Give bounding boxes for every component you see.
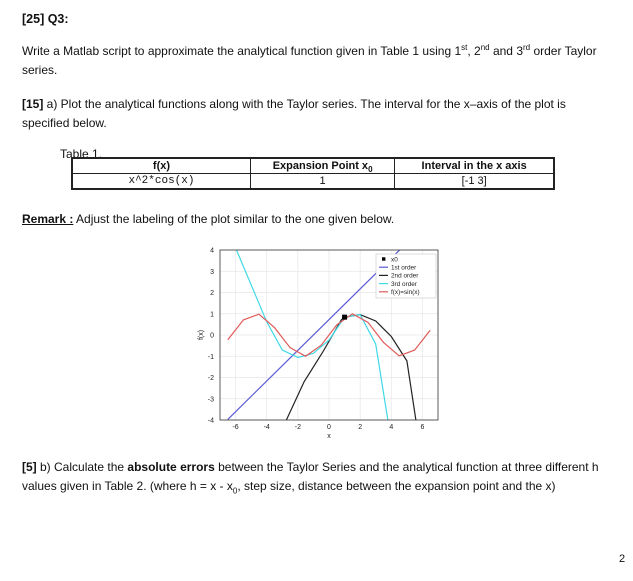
legend-entry: f(x)=sin(x) <box>391 289 420 297</box>
y-tick-label: -1 <box>207 353 214 361</box>
page-number: 2 <box>619 553 626 565</box>
x-tick-label: -4 <box>263 424 270 431</box>
legend-entry: 3rd order <box>391 280 417 288</box>
table-caption: Table 1. <box>60 147 103 161</box>
legend-entry: 2nd order <box>391 272 419 280</box>
y-tick-label: 0 <box>210 332 214 340</box>
legend-marker <box>382 257 385 260</box>
x0-marker <box>342 315 347 320</box>
table-1 <box>72 158 554 189</box>
header-interval: Interval in the x axis <box>395 159 554 174</box>
y-tick-label: -3 <box>207 396 214 404</box>
y-tick-label: 1 <box>210 311 214 319</box>
y-tick-label: 2 <box>210 290 214 297</box>
header-expansion-point: Expansion Point $x_0$ <box>250 159 394 174</box>
cell-function: x^2*cos(x) <box>73 174 251 189</box>
y-tick-label: 3 <box>210 268 214 276</box>
x-tick-label: 4 <box>389 424 394 431</box>
y-tick-label: -4 <box>207 417 214 425</box>
x-axis-label: x <box>327 433 331 440</box>
part-b-text: [5] b) Calculate the absolute errors between the Taylor Series and the analytical function at three different h values given in Table 2. (where $h = x - x_0$, step size, distance between the expansion point and the x) <box>22 460 599 496</box>
legend-entry: x0 <box>391 256 398 264</box>
taylor-plot <box>190 244 450 444</box>
x-tick-label: 6 <box>420 424 425 431</box>
table-header-row <box>73 159 554 174</box>
remark: Remark : Adjust the labeling of the plot similar to the one given below. <box>22 212 395 226</box>
y-axis-label: f(x) <box>198 329 205 341</box>
header-fx: f(x) <box>73 159 251 174</box>
cell-expansion-point: 1 <box>250 174 394 189</box>
x-tick-label: 2 <box>358 424 363 431</box>
y-tick-label: -2 <box>207 375 214 382</box>
x-tick-label: -2 <box>294 424 301 431</box>
question-heading: [25] Q3: <box>22 12 69 26</box>
legend-entry: 1st order <box>391 264 417 272</box>
y-tick-label: 4 <box>210 247 214 255</box>
part-a-text: [15] a) Plot the analytical functions along with the Taylor series. The interval for the x–axis of the plot is specified below. <box>22 97 566 130</box>
x-tick-label: -6 <box>232 424 239 431</box>
cell-interval: [-1 3] <box>395 174 554 189</box>
question-intro: Write a Matlab script to approximate the analytical function given in Table 1 using 1st, 2nd and 3rd order Taylor series. <box>22 43 597 77</box>
table-row <box>73 174 554 189</box>
x-tick-label: 0 <box>327 424 331 431</box>
